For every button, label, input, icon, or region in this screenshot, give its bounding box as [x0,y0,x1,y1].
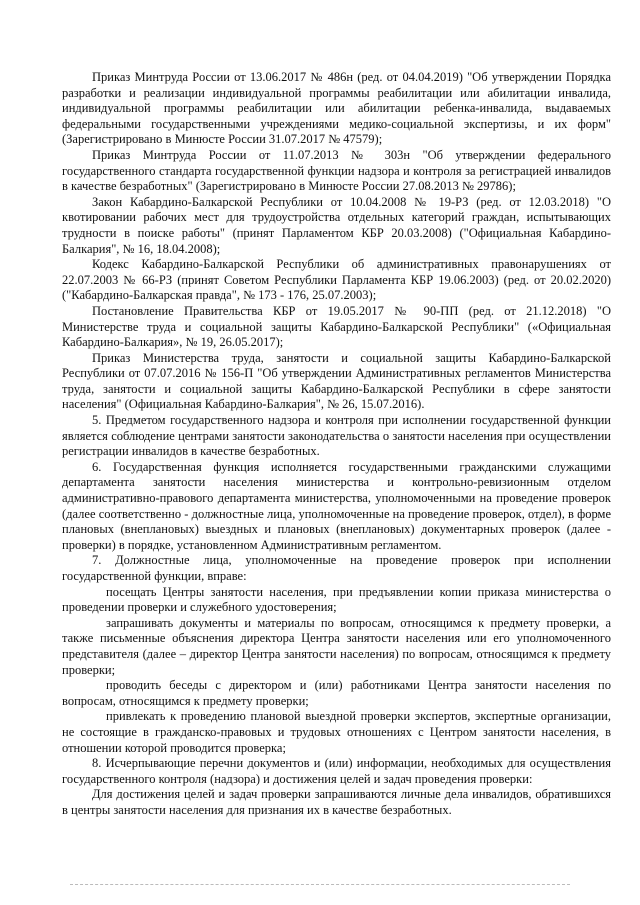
paragraph-item-7: 7. Должностные лица, уполномоченные на проведение проверок при исполнении государственной функции, вправе: [62,553,611,583]
paragraph-right-request: запрашивать документы и материалы по вопросам, относящимся к предмету проверки, а также письменные объяснения директора Центра занятости населения или его уполномоченного представителя (далее – директор Центра занятости населения) по вопросам, относящимся к предмету проверки; [62,615,611,677]
paragraph-resolution-90pp: Постановление Правительства КБР от 19.05.2017 № 90-ПП (ред. от 21.12.2018) "О Министерстве труда и социальной защиты Кабардино-Балкарской Республики" («Официальная Кабардино-Балкария», № 19, 26.05.2017); [62,303,611,350]
paragraph-admin-code: Кодекс Кабардино-Балкарской Республики об административных правонарушениях от 22.07.2003 № 66-РЗ (принят Советом Республики Парламента КБР 19.06.2003) (ред. от 20.02.2020) ("Кабардино-Балкарская правда", № 173 - 176, 25.07.2003); [62,257,611,303]
paragraph-order-486n: Приказ Минтруда России от 13.06.2017 № 486н (ред. от 04.04.2019) "Об утверждении Порядка разработки и реализации индивидуальной программы реабилитации или абилитации инвалида, индивидуальной программы реабилитации или абилитации ребенка-инвалида, выдаваемых федеральными государственными учреждениями медико-социальной экспертизы, и их форм" (Зарегистрировано в Минюсте России 31.07.2017 № 47579); [62,70,611,147]
paragraph-item-8: 8. Исчерпывающие перечни документов и (или) информации, необходимых для осуществления государственного контроля (надзора) и достижения целей и задач проведения проверки: [62,756,611,786]
paragraph-personal-files: Для достижения целей и задач проверки запрашиваются личные дела инвалидов, обратившихся в центры занятости населения для признания их в качестве безработных. [62,787,611,817]
paragraph-right-experts: привлекать к проведению плановой выездной проверки экспертов, экспертные организации, не состоящие в гражданско-правовых и трудовых отношениях с Центром занятости населения, в отношении которой проводится проверка; [62,709,611,755]
paragraph-item-5: 5. Предметом государственного надзора и контроля при исполнении государственной функции является соблюдение центрами занятости законодательства о занятости населения при осуществлении регистрации инвалидов в качестве безработных. [62,413,611,459]
paragraph-order-156p: Приказ Министерства труда, занятости и социальной защиты Кабардино-Балкарской Республики от 07.07.2016 № 156-П "Об утверждении Административных регламентов Министерства труда, занятости и социальной защиты Кабардино-Балкарской Республики в сфере занятости населения" (Официальная Кабардино-Балкария", № 26, 15.07.2016). [62,350,611,412]
paragraph-right-interview: проводить беседы с директором и (или) работниками Центра занятости населения по вопросам, относящимся к предмету проверки; [62,678,611,708]
paragraph-right-visit: посещать Центры занятости населения, при предъявлении копии приказа министерства о проведении проверки и служебного удостоверения; [62,584,611,615]
document-body [62,70,611,819]
footer-divider [70,884,570,885]
paragraph-law-19rz: Закон Кабардино-Балкарской Республики от 10.04.2008 № 19-РЗ (ред. от 12.03.2018) "О квотировании рабочих мест для трудоустройства отдельных категорий граждан, испытывающих трудности в поиске работы" (принят Парламентом КБР 20.03.2008) ("Официальная Кабардино-Балкария", № 16, 18.04.2008); [62,194,611,256]
paragraph-item-6: 6. Государственная функция исполняется государственными гражданскими служащими департамента занятости населения министерства и контрольно-ревизионным отделом административно-правового департамента министерства, уполномоченными на проведение проверок (далее соответственно - должностные лица, уполномоченные на проведение проверок, отдел), в форме плановых (внеплановых) выездных и плановых (внеплановых) документарных проверок (далее - проверки) в порядке, установленном Административным регламентом. [62,459,611,552]
paragraph-order-303n: Приказ Минтруда России от 11.07.2013 № 303н "Об утверждении федерального государственного стандарта государственной функции надзора и контроля за регистрацией инвалидов в качестве безработных" (Зарегистрировано в Минюсте России 27.08.2013 № 29786); [62,147,611,194]
